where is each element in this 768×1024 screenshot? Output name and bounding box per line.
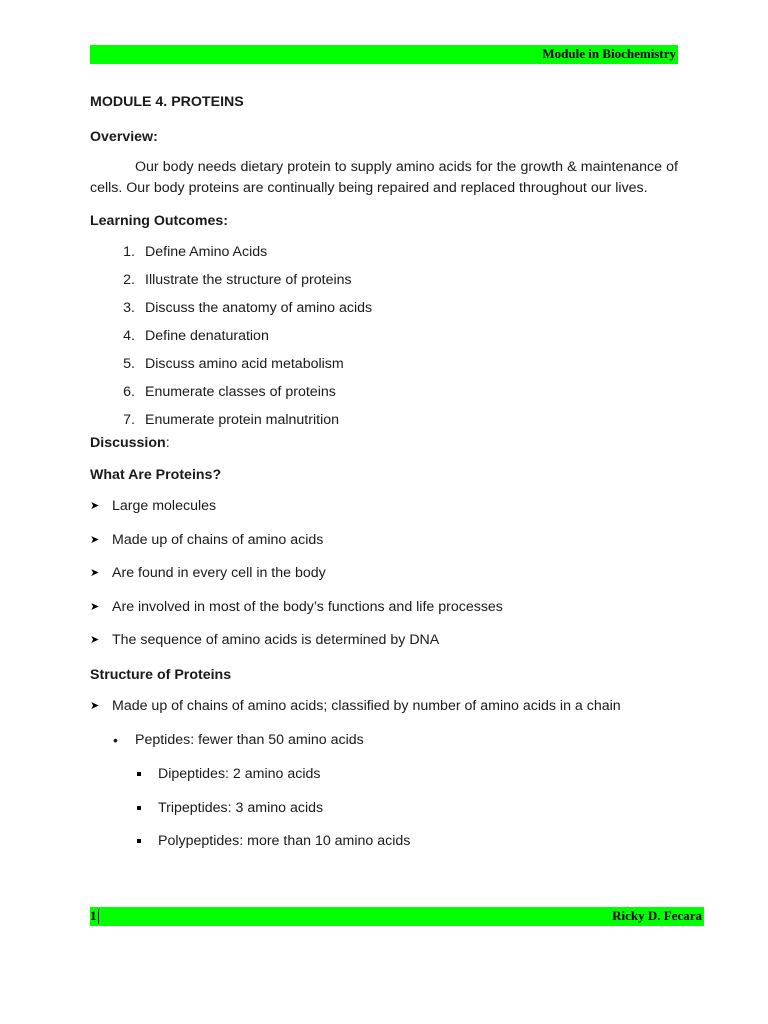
list-item xyxy=(90,244,678,272)
list-item xyxy=(90,272,678,300)
arrow-bullet-icon: ➤ xyxy=(90,634,100,646)
item-number: 3. xyxy=(123,300,135,316)
item-number: 6. xyxy=(123,384,135,400)
item-text: Enumerate classes of proteins xyxy=(145,384,336,400)
arrow-bullet-icon: ➤ xyxy=(90,700,100,712)
list-item xyxy=(90,532,678,566)
item-text: Peptides: fewer than 50 amino acids xyxy=(135,732,364,748)
what-are-proteins-list xyxy=(90,498,678,666)
what-are-proteins-heading: What Are Proteins? xyxy=(90,467,222,483)
list-item xyxy=(90,632,678,666)
item-text: Are involved in most of the body’s functions and life processes xyxy=(112,598,503,615)
author-name: Ricky D. Fecara xyxy=(612,908,702,923)
item-text: Define denaturation xyxy=(145,328,269,344)
list-item xyxy=(90,328,678,356)
item-text: Illustrate the structure of proteins xyxy=(145,272,352,288)
item-text: Are found in every cell in the body xyxy=(112,565,326,581)
arrow-bullet-icon: ➤ xyxy=(90,600,100,613)
arrow-bullet-icon: ➤ xyxy=(90,567,100,579)
structure-arrow-item xyxy=(90,698,678,732)
item-text: Tripeptides: 3 amino acids xyxy=(158,799,324,816)
peptides-item xyxy=(90,732,678,766)
square-bullet-icon xyxy=(137,766,158,800)
overview-heading: Overview: xyxy=(90,129,158,145)
overview-paragraph: Our body needs dietary protein to supply amino acids for the growth & maintenance of cells. Our body proteins are continually being repaired and replaced throughout our lives. xyxy=(90,159,678,196)
item-text: Made up of chains of amino acids; classified by number of amino acids in a chain xyxy=(112,698,621,714)
page-number: 1 xyxy=(90,908,97,923)
item-text: The sequence of amino acids is determined by DNA xyxy=(112,632,440,648)
arrow-bullet-icon: ➤ xyxy=(90,500,100,512)
list-item xyxy=(90,599,678,633)
footer-band xyxy=(90,907,704,926)
item-text: Large molecules xyxy=(112,498,217,514)
learning-outcomes-list xyxy=(90,244,678,440)
sub-list-item xyxy=(90,833,678,867)
round-bullet-icon: • xyxy=(113,732,118,748)
list-item xyxy=(90,300,678,328)
list-item xyxy=(90,565,678,599)
list-item xyxy=(90,356,678,384)
item-text: Discuss amino acid metabolism xyxy=(145,356,344,372)
item-number: 4. xyxy=(123,328,135,344)
square-bullet-icon xyxy=(137,833,158,867)
header-band xyxy=(90,45,678,64)
arrow-bullet-icon: ➤ xyxy=(90,533,100,546)
header-title: Module in Biochemistry xyxy=(542,46,676,61)
item-number: 7. xyxy=(123,412,135,428)
document-body xyxy=(90,92,678,867)
list-item xyxy=(90,384,678,412)
learning-outcomes-heading: Learning Outcomes: xyxy=(90,213,228,229)
discussion-colon: : xyxy=(165,435,170,451)
item-text: Discuss the anatomy of amino acids xyxy=(145,300,373,316)
sub-list-item xyxy=(90,766,678,800)
text-cursor xyxy=(98,909,99,924)
structure-heading: Structure of Proteins xyxy=(90,667,232,683)
sub-list-item xyxy=(90,800,678,834)
item-number: 2. xyxy=(123,272,135,288)
item-text: Polypeptides: more than 10 amino acids xyxy=(158,833,411,849)
item-text: Dipeptides: 2 amino acids xyxy=(158,766,321,782)
discussion-label: Discussion xyxy=(90,435,166,451)
list-item xyxy=(90,498,678,532)
item-number: 1. xyxy=(123,244,135,260)
module-title: MODULE 4. PROTEINS xyxy=(90,94,244,110)
item-text: Define Amino Acids xyxy=(145,244,268,260)
item-text: Enumerate protein malnutrition xyxy=(145,412,339,428)
item-number: 5. xyxy=(123,356,135,372)
item-text: Made up of chains of amino acids xyxy=(112,531,324,548)
square-bullet-icon xyxy=(137,800,158,834)
